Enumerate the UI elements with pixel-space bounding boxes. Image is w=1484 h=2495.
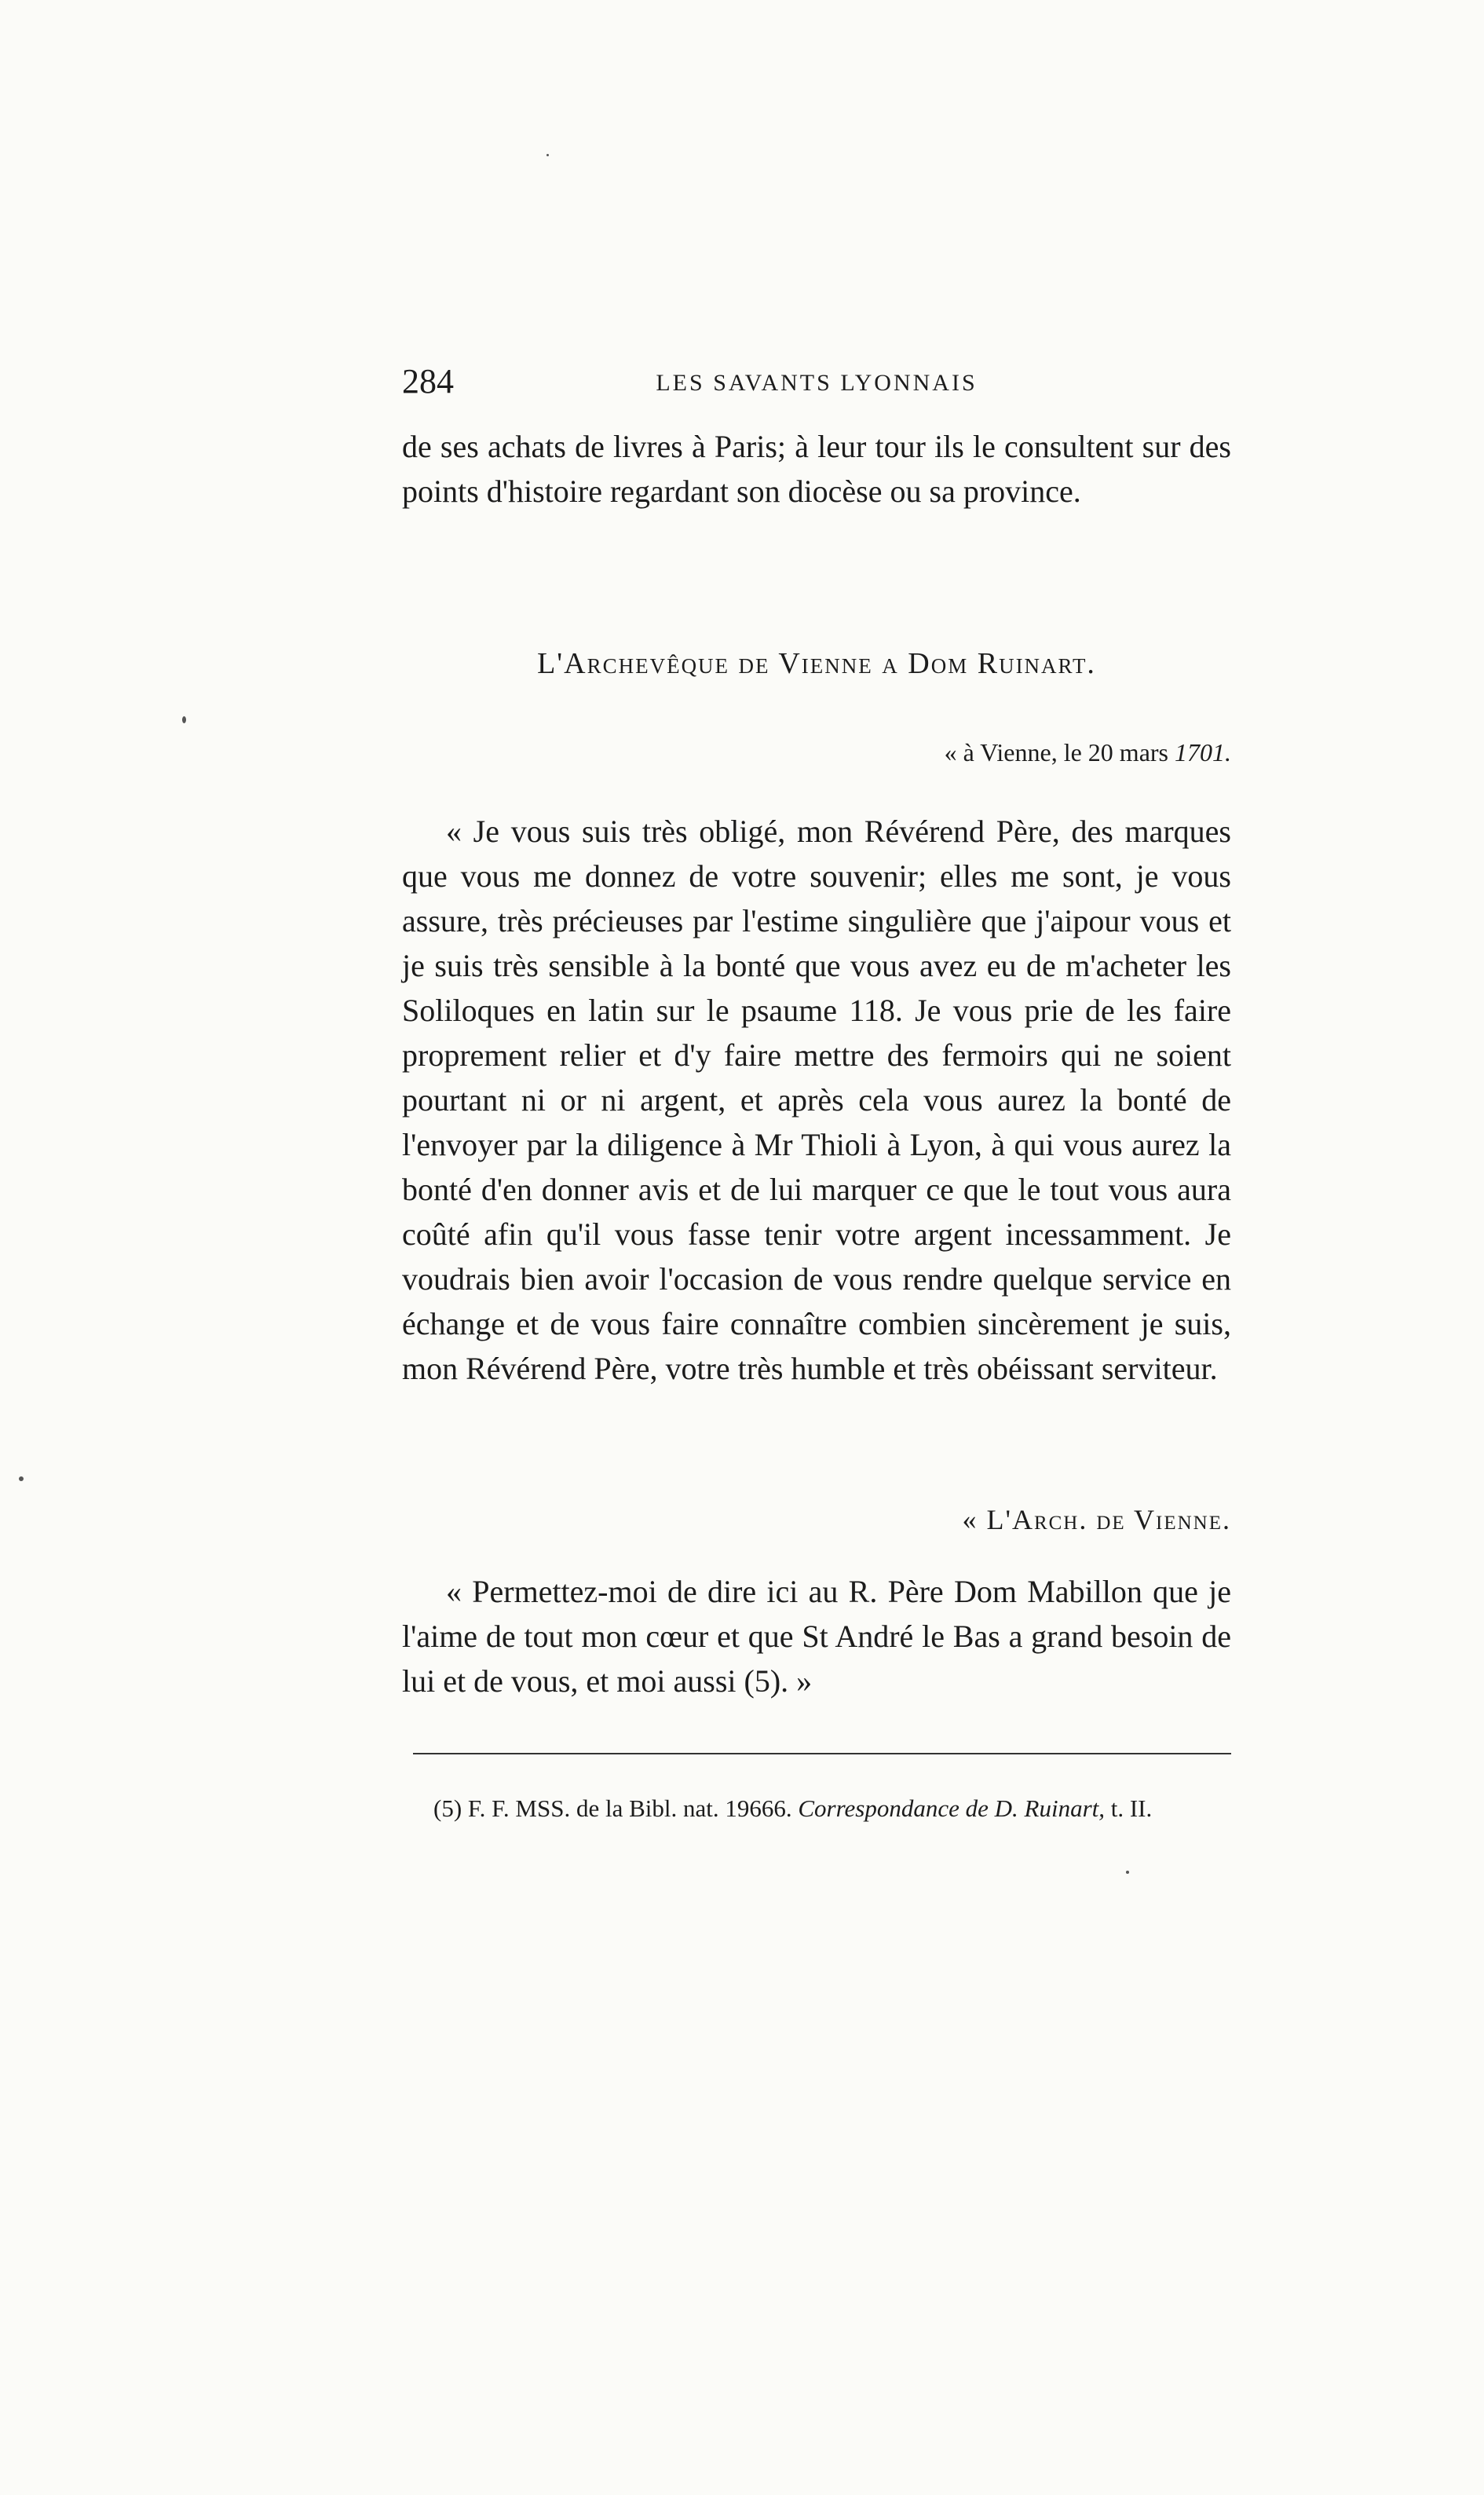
scan-speck <box>19 1476 24 1481</box>
footnote <box>402 1787 1231 1831</box>
footnote-divider <box>413 1753 1231 1754</box>
dateline-prefix: « à Vienne, le 20 mars <box>944 738 1168 766</box>
intro-paragraph: de ses achats de livres à Paris; à leur tour ils le consultent sur des points d'histoire regardant son diocèse ou sa province. <box>402 429 1231 509</box>
page-number: 284 <box>402 362 454 401</box>
letter-body-block <box>402 809 1231 1391</box>
dateline-year: 1701. <box>1175 738 1231 766</box>
running-title: LES SAVANTS LYONNAIS <box>656 370 978 396</box>
scan-speck <box>1126 1871 1129 1874</box>
intro-paragraph-block <box>402 424 1231 514</box>
postscript-block <box>402 1569 1231 1703</box>
scan-speck <box>546 154 549 156</box>
scan-speck <box>182 716 186 723</box>
page-header <box>402 358 1231 405</box>
footnote-title: Correspondance de D. Ruinart, <box>798 1794 1105 1822</box>
letter-body: « Je vous suis très obligé, mon Révérend Père, des marques que vous me donnez de votre souvenir; elles me sont, je vous assure, très précieuses par l'estime singulière que j'aipour vous et je suis très sensible à la bonté que vous avez eu de m'acheter les Soliloques en latin sur le psaume 118. Je vous prie de les faire proprement relier et d'y faire mettre des fermoirs qui ne soient pourtant ni or ni argent, et après cela vous aurez la bonté de l'envoyer par la diligence à Mr Thioli à Lyon, à qui vous aurez la bonté d'en donner avis et de lui marquer ce que le tout vous aura coûté afin qu'il vous fasse tenir votre argent incessamment. Je voudrais bien avoir l'occasion de vous rendre quelque service en échange et de vous faire connaître combien sincèrement je suis, mon Révérend Père, votre très humble et très obéissant serviteur. <box>402 814 1231 1386</box>
letter-signature: « L'Arch. de Vienne. <box>962 1504 1231 1535</box>
footnote-volume: t. II. <box>1110 1794 1153 1822</box>
postscript-paragraph: « Permettez-moi de dire ici au R. Père Dom Mabillon que je l'aime de tout mon cœur et que St André le Bas a grand besoin de lui et de vous, et moi aussi (5). » <box>402 1574 1231 1699</box>
letter-dateline <box>945 730 1231 774</box>
letter-title: L'Archevêque de Vienne a Dom Ruinart. <box>537 647 1096 680</box>
footnote-reference: (5) F. F. MSS. de la Bibl. nat. 19666. <box>433 1794 792 1822</box>
